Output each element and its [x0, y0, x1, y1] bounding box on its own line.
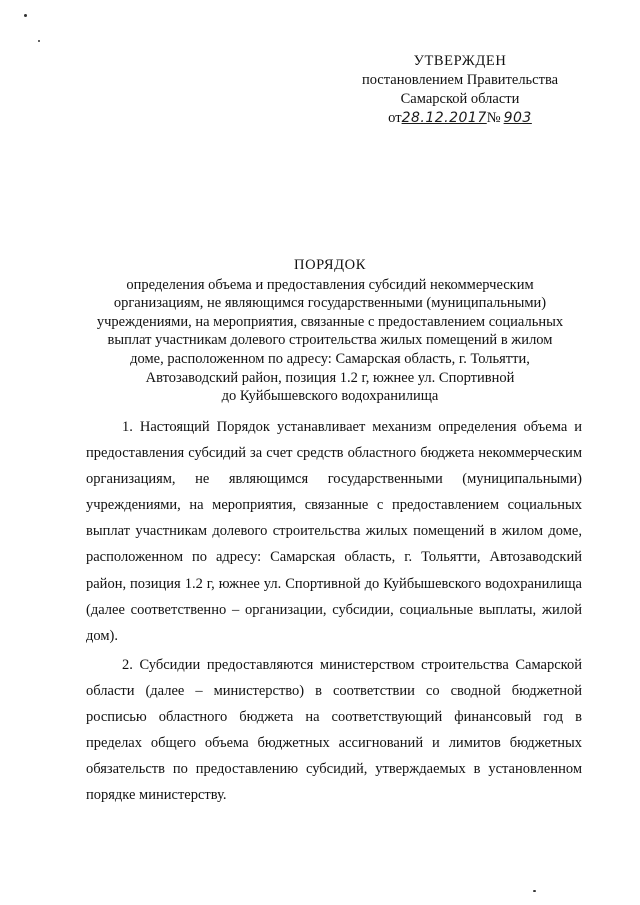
handwritten-date: 28.12.2017: [401, 110, 487, 126]
approval-line-1: постановлением Правительства: [361, 72, 559, 88]
subtitle-line: определения объема и предоставления субсидий некоммерческим: [126, 276, 534, 293]
subtitle-line: организациям, не являющимся государственными (муниципальными): [113, 295, 547, 312]
handwritten-number: 903: [503, 110, 532, 126]
approval-date-line: [388, 109, 532, 128]
scan-speck: [24, 14, 27, 17]
subtitle-line: учреждениями, на мероприятия, связанные с предоставлением социальных: [96, 313, 564, 330]
document-body: [86, 414, 582, 811]
subtitle-line: выплат участникам долевого строительства жилых помещений в жилом: [107, 332, 553, 349]
date-prefix: от: [388, 110, 402, 126]
scan-speck: [38, 40, 40, 42]
subtitle-line: доме, расположенном по адресу: Самарская область, г. Тольятти,: [130, 350, 530, 367]
approval-line-2: Самарской области: [400, 91, 520, 107]
approval-stamp: [330, 52, 590, 128]
subtitle-line: Автозаводский район, позиция 1.2 г, южнее ул. Спортивной: [145, 369, 515, 386]
document-header: [80, 256, 580, 406]
document-title: ПОРЯДОК: [294, 257, 366, 273]
approval-title: УТВЕРЖДЕН: [413, 53, 507, 69]
number-sign: №: [486, 110, 501, 126]
paragraph-1: 1. Настоящий Порядок устанавливает механизм определения объема и предоставления субсидий за счет средств областного бюджета некоммерческим организациям, не являющимся государственными (муниципальными) учреждениями, на мероприятия, связанные с предоставлением социальных выплат участникам долевого строительства жилых помещений в жилом доме, расположенном по адресу: Самарская область, г. Тольятти, Автозаводский район, позиция 1.2 г, южнее ул. Спортивной до Куйбышевского водохранилища (далее соответственно – организации, субсидии, социальные выплаты, жилой дом).: [86, 419, 582, 644]
subtitle-line: до Куйбышевского водохранилища: [221, 388, 439, 405]
paragraph-2: 2. Субсидии предоставляются министерством строительства Самарской области (далее – министерство) в соответствии со сводной бюджетной росписью областного бюджета на соответствующий финансовый год в пределах общего объема бюджетных ассигнований и лимитов бюджетных обязательств по предоставлению субсидий, утверждаемых в установленном порядке министерству.: [86, 656, 582, 804]
scan-speck: [533, 890, 536, 892]
